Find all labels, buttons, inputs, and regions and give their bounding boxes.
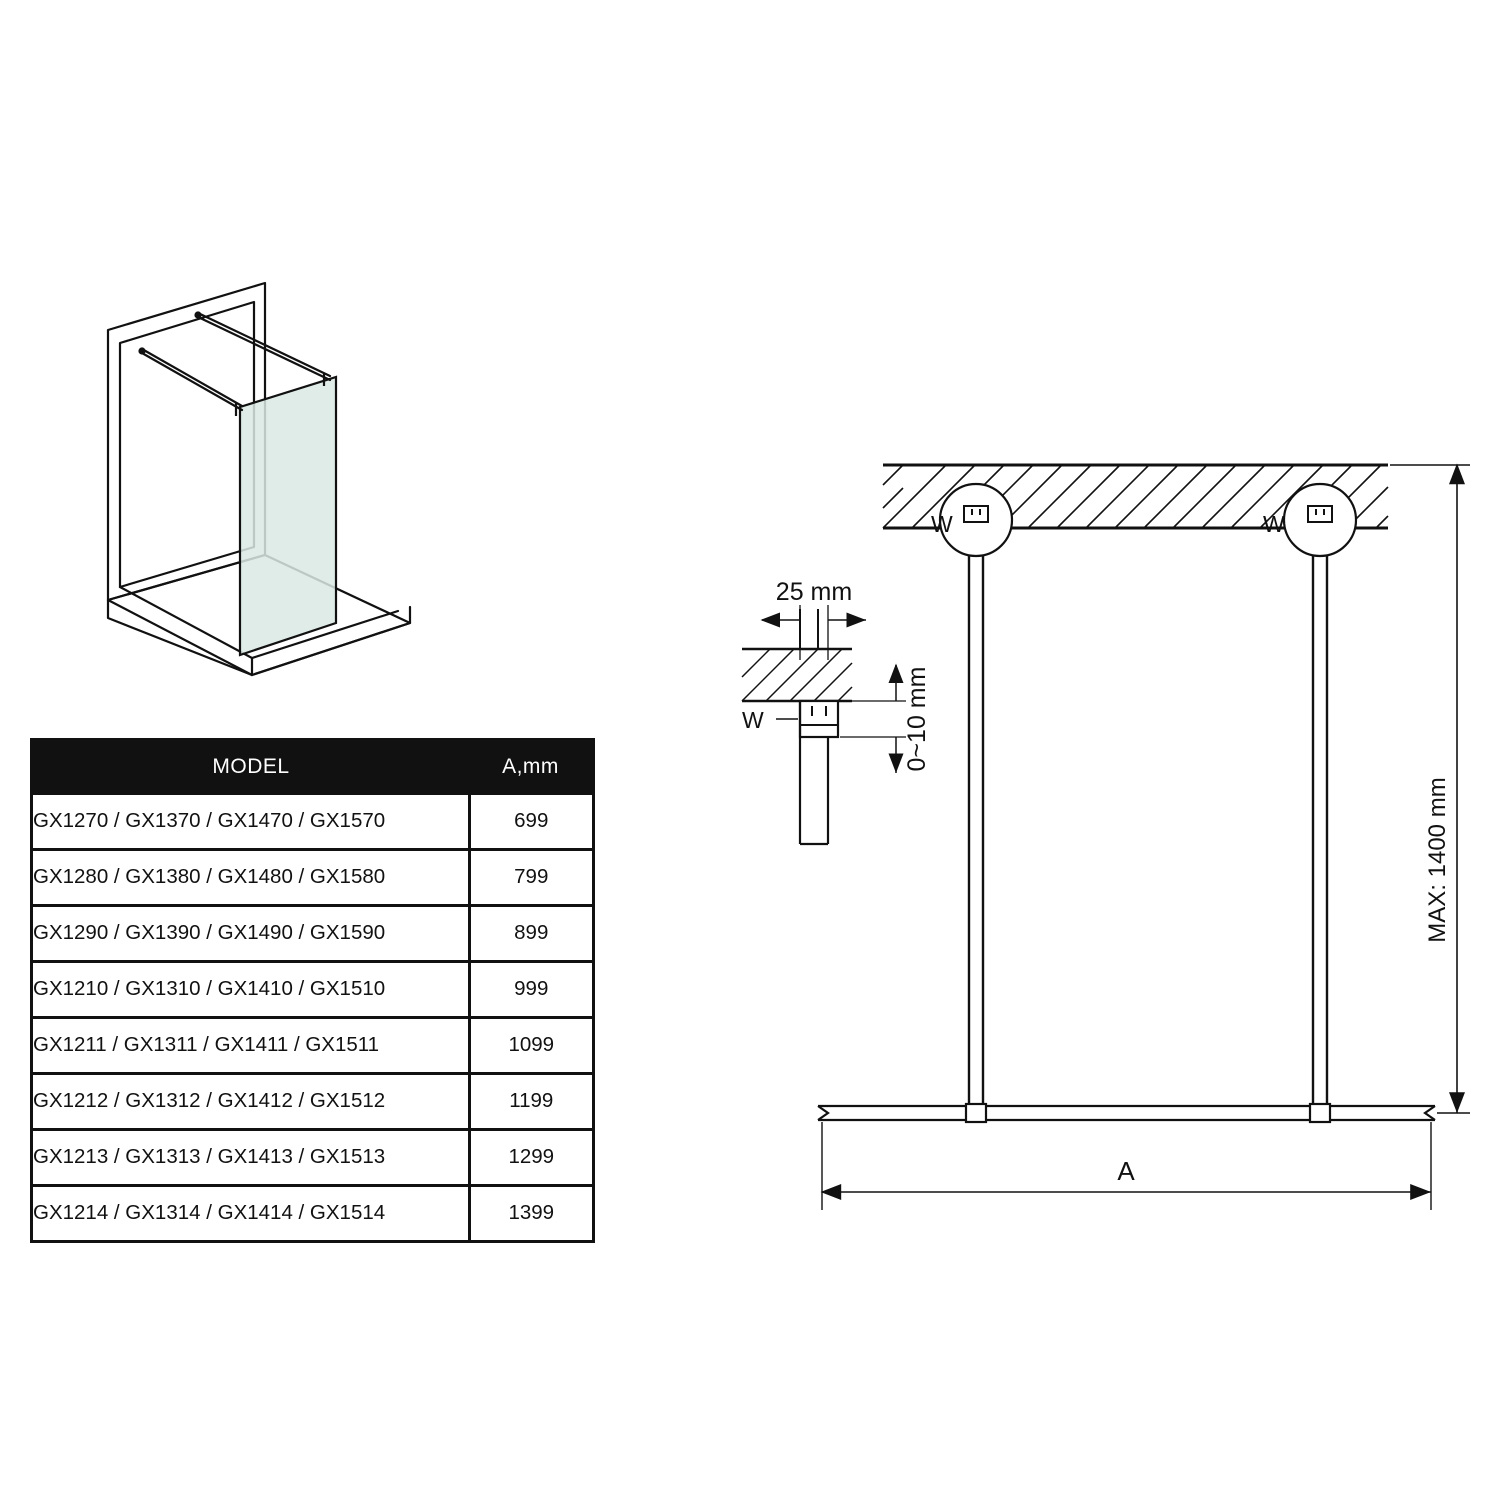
table-row [33, 1074, 592, 1130]
left-bracket-label: W [931, 511, 953, 537]
table-row [33, 850, 592, 906]
table-row [33, 1186, 592, 1241]
cell-a: 899 [469, 906, 592, 962]
cell-a: 999 [469, 962, 592, 1018]
technical-drawing-svg [700, 420, 1480, 1270]
width-dimension-label: A [1117, 1156, 1135, 1186]
cell-model: GX1210 / GX1310 / GX1410 / GX1510 [33, 962, 469, 1018]
cell-model: GX1290 / GX1390 / GX1490 / GX1590 [33, 906, 469, 962]
detail-bracket [800, 701, 838, 737]
table-row [33, 962, 592, 1018]
detail-width-dimension [762, 578, 866, 660]
cell-a: 1099 [469, 1018, 592, 1074]
table-header-row [33, 741, 592, 795]
height-dimension-label: MAX: 1400 mm [1424, 777, 1451, 943]
model-table [30, 738, 595, 1243]
cell-model: GX1211 / GX1311 / GX1411 / GX1511 [33, 1018, 469, 1074]
detail-gap-label: 0~10 mm [903, 666, 931, 772]
support-bar-lower [142, 349, 242, 406]
technical-drawing [700, 420, 1480, 1270]
right-bracket-label: W [1263, 511, 1285, 537]
table-row [33, 795, 592, 850]
isometric-view [80, 255, 460, 675]
cell-model: GX1214 / GX1314 / GX1414 / GX1514 [33, 1186, 469, 1241]
back-wall-inner [120, 302, 254, 587]
detail-wall-hatch [742, 649, 852, 701]
right-bracket-callout [1284, 484, 1356, 556]
cell-a: 799 [469, 850, 592, 906]
detail-view [742, 578, 931, 844]
table-row [33, 906, 592, 962]
cell-model: GX1270 / GX1370 / GX1470 / GX1570 [33, 795, 469, 850]
cell-model: GX1213 / GX1313 / GX1413 / GX1513 [33, 1130, 469, 1186]
detail-bracket-label: W [742, 707, 764, 733]
cell-model: GX1212 / GX1312 / GX1412 / GX1512 [33, 1074, 469, 1130]
left-support-bar [969, 520, 983, 1113]
table-header-model: MODEL [33, 741, 469, 795]
detail-gap-dimension [840, 665, 931, 773]
support-bar-lower-2 [142, 353, 242, 410]
table-header-a: A,mm [469, 741, 592, 795]
width-dimension [822, 1122, 1431, 1210]
cell-a: 699 [469, 795, 592, 850]
cell-a: 1399 [469, 1186, 592, 1241]
cell-a: 1299 [469, 1130, 592, 1186]
glass-panel [240, 377, 336, 655]
table-row [33, 1130, 592, 1186]
cell-model: GX1280 / GX1380 / GX1480 / GX1580 [33, 850, 469, 906]
cell-a: 1199 [469, 1074, 592, 1130]
height-dimension [1390, 465, 1470, 1113]
detail-width-label: 25 mm [775, 578, 853, 606]
right-support-bar [1313, 520, 1327, 1113]
glass-panel-section [818, 1104, 1435, 1122]
table-row [33, 1018, 592, 1074]
isometric-svg [80, 255, 460, 675]
